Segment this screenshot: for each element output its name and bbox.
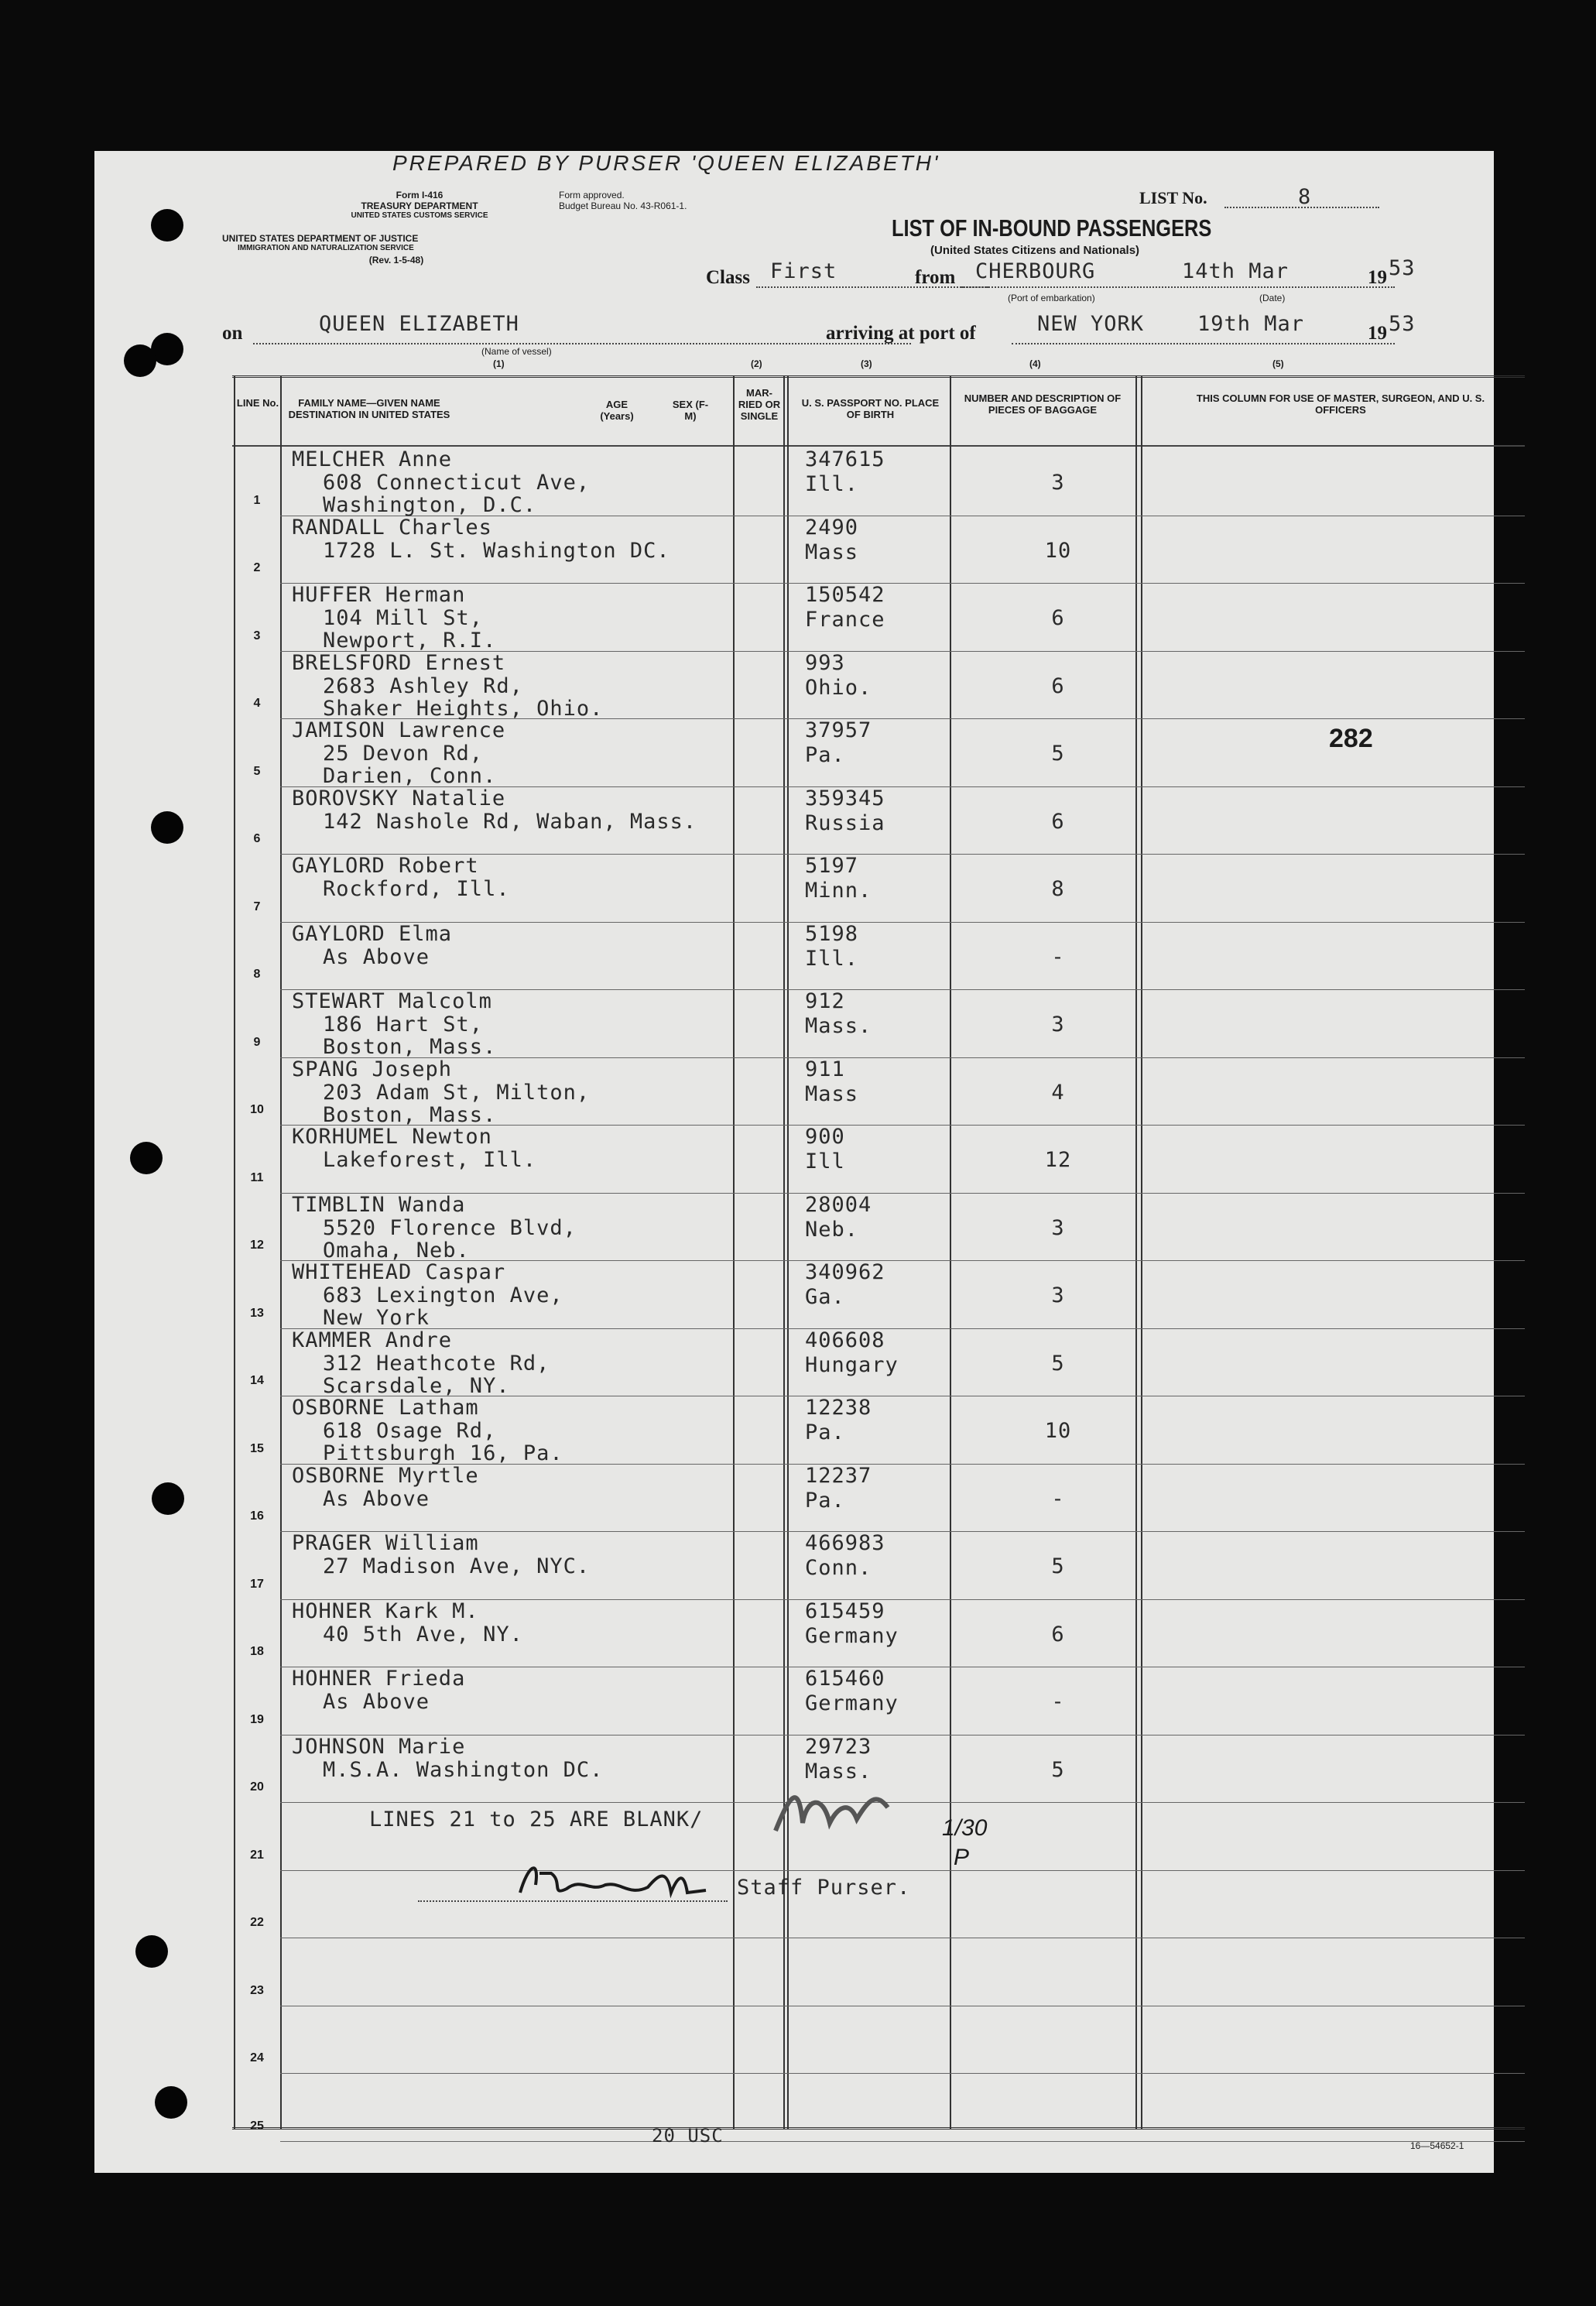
- line-number: 5: [253, 764, 261, 778]
- destination-line: 104 Mill St,: [323, 606, 484, 630]
- passport-number: 5198: [805, 921, 859, 946]
- line-number: 13: [250, 1306, 264, 1320]
- baggage-count: 3: [1051, 1013, 1065, 1037]
- vessel-caption: (Name of vessel): [481, 346, 552, 357]
- doj: UNITED STATES DEPARTMENT OF JUSTICE: [222, 233, 419, 244]
- passenger-name: PRAGER William: [292, 1531, 479, 1555]
- passenger-name: WHITEHEAD Caspar: [292, 1260, 506, 1284]
- initials-sub: P: [954, 1845, 970, 1870]
- place-of-birth: Hungary: [805, 1352, 899, 1377]
- line-number: 7: [253, 899, 261, 913]
- passenger-name: GAYLORD Elma: [292, 921, 453, 946]
- col-header-baggage: NUMBER AND DESCRIPTION OF PIECES OF BAGGAGE: [964, 392, 1122, 416]
- baggage-count: -: [1051, 1486, 1065, 1511]
- purser-signature: [505, 1850, 745, 1912]
- passenger-name: KAMMER Andre: [292, 1328, 453, 1352]
- row-rule: [280, 1328, 1525, 1329]
- row-rule: [280, 922, 1525, 923]
- col-header-married: MAR-RIED OR SINGLE: [738, 387, 781, 422]
- list-no-value: 8: [1298, 185, 1312, 209]
- destination-line: As Above: [323, 1690, 430, 1714]
- passenger-name: SPANG Joseph: [292, 1057, 453, 1081]
- passport-number: 2490: [805, 515, 859, 540]
- year-prefix-2: 19: [1368, 323, 1387, 344]
- punch-hole: [135, 1935, 168, 1968]
- manifest-sheet: [94, 151, 1494, 2173]
- line-number: 10: [250, 1103, 264, 1116]
- row-rule: [280, 583, 1525, 584]
- punch-hole: [124, 344, 156, 377]
- destination-line: Rockford, Ill.: [323, 877, 510, 901]
- passenger-name: HOHNER Kark M.: [292, 1598, 479, 1623]
- line-number: 17: [250, 1577, 264, 1591]
- col-header-officers: THIS COLUMN FOR USE OF MASTER, SURGEON, AND U. S. OFFICERS: [1196, 392, 1485, 416]
- destination-line: Washington, D.C.: [323, 493, 537, 517]
- col-header-sex: SEX (F-M): [672, 399, 709, 422]
- line-number: 22: [250, 1916, 264, 1929]
- form-approved: Form approved.: [559, 190, 625, 200]
- baggage-count: 12: [1044, 1148, 1072, 1172]
- vessel-name: QUEEN ELIZABETH: [319, 312, 519, 336]
- line-number: 3: [253, 629, 261, 642]
- officer-mark: 282: [1329, 724, 1373, 753]
- passenger-name: GAYLORD Robert: [292, 854, 479, 878]
- passenger-name: OSBORNE Latham: [292, 1396, 479, 1420]
- destination-line: 142 Nashole Rd, Waban, Mass.: [323, 809, 697, 834]
- col-header-age: AGE (Years): [600, 399, 634, 422]
- passenger-name: OSBORNE Myrtle: [292, 1463, 479, 1488]
- col-number-1: (1): [493, 358, 505, 369]
- ins: IMMIGRATION AND NATURALIZATION SERVICE: [238, 244, 414, 252]
- arrival-line: [1012, 343, 1395, 344]
- line-number: 4: [253, 697, 261, 710]
- blank-lines-note: LINES 21 to 25 ARE BLANK/: [369, 1807, 704, 1831]
- punch-hole: [151, 209, 183, 242]
- col-border-line: [280, 375, 282, 2129]
- passport-number: 466983: [805, 1531, 885, 1555]
- destination-line: Lakeforest, Ill.: [323, 1148, 537, 1172]
- place-of-birth: Mass.: [805, 1759, 872, 1783]
- place-of-birth: Ohio.: [805, 675, 872, 700]
- customs-service: UNITED STATES CUSTOMS SERVICE: [351, 211, 488, 220]
- baggage-count: 6: [1051, 606, 1065, 630]
- baggage-count: 5: [1051, 1351, 1065, 1376]
- port-of-embarkation: CHERBOURG: [975, 259, 1096, 283]
- handwritten-header-note: PREPARED BY PURSER 'QUEEN ELIZABETH': [392, 151, 940, 175]
- place-of-birth: Mass: [805, 540, 859, 564]
- line-number: 2: [253, 561, 261, 574]
- baggage-count: 4: [1051, 1080, 1065, 1105]
- destination-line: As Above: [323, 944, 430, 969]
- passport-number: 28004: [805, 1192, 872, 1217]
- passenger-name: HOHNER Frieda: [292, 1667, 466, 1691]
- baggage-count: 5: [1051, 742, 1065, 766]
- place-of-birth: Germany: [805, 1623, 899, 1648]
- port-embark-caption: (Port of embarkation): [1008, 293, 1095, 303]
- line-number: 14: [250, 1374, 264, 1387]
- baggage-count: 5: [1051, 1554, 1065, 1578]
- class-value: First: [770, 259, 837, 283]
- table-top-rule: [232, 375, 1525, 378]
- form-title: LIST OF IN-BOUND PASSENGERS: [892, 214, 1212, 242]
- baggage-count: -: [1051, 944, 1065, 969]
- line-number: 12: [250, 1239, 264, 1252]
- place-of-birth: Minn.: [805, 879, 872, 903]
- footer-right: 16—54652-1: [1410, 2140, 1464, 2151]
- budget-bureau: Budget Bureau No. 43-R061-1.: [559, 200, 687, 211]
- row-rule: [280, 2073, 1525, 2074]
- destination-line: 40 5th Ave, NY.: [323, 1622, 523, 1646]
- passenger-name: JOHNSON Marie: [292, 1734, 466, 1759]
- footer-left: 20 USC: [652, 2125, 724, 2147]
- line-number: 16: [250, 1509, 264, 1523]
- passport-number: 912: [805, 989, 845, 1013]
- form-subtitle: (United States Citizens and Nationals): [930, 244, 1140, 257]
- passport-number: 900: [805, 1125, 845, 1149]
- passenger-name: JAMISON Lawrence: [292, 718, 506, 742]
- col-border-passport: [950, 375, 951, 2129]
- passport-number: 359345: [805, 786, 885, 810]
- passport-number: 615459: [805, 1598, 885, 1623]
- place-of-birth: Pa.: [805, 1420, 845, 1444]
- line-number: 20: [250, 1780, 264, 1794]
- destination-line: M.S.A. Washington DC.: [323, 1757, 604, 1782]
- destination-line: 1728 L. St. Washington DC.: [323, 538, 670, 563]
- destination-line: 608 Connecticut Ave,: [323, 471, 591, 495]
- punch-hole: [130, 1142, 163, 1174]
- vessel-line: [253, 343, 911, 344]
- line-number: 18: [250, 1645, 264, 1658]
- destination-line: 312 Heathcote Rd,: [323, 1351, 550, 1376]
- passenger-name: BOROVSKY Natalie: [292, 786, 506, 810]
- col-border-baggage-2: [1141, 375, 1142, 2129]
- place-of-birth: Conn.: [805, 1556, 872, 1580]
- place-of-birth: Mass: [805, 1081, 859, 1106]
- destination-line: New York: [323, 1306, 430, 1330]
- destination-line: 203 Adam St, Milton,: [323, 1080, 591, 1105]
- passport-number: 911: [805, 1057, 845, 1081]
- line-number: 15: [250, 1441, 264, 1455]
- destination-line: Pittsburgh 16, Pa.: [323, 1441, 563, 1465]
- passport-number: 406608: [805, 1328, 885, 1352]
- line-number: 9: [253, 1035, 261, 1049]
- treasury-dept: TREASURY DEPARTMENT: [361, 200, 478, 211]
- col-header-line-no: LINE No.: [236, 397, 279, 409]
- place-of-birth: Germany: [805, 1691, 899, 1715]
- passport-number: 347615: [805, 447, 885, 471]
- baggage-count: 5: [1051, 1757, 1065, 1782]
- place-of-birth: Ill.: [805, 946, 859, 971]
- date-caption: (Date): [1259, 293, 1286, 303]
- year-prefix-1: 19: [1368, 267, 1387, 288]
- destination-line: Scarsdale, NY.: [323, 1373, 510, 1398]
- on-label: on: [222, 323, 243, 344]
- line-number: 8: [253, 968, 261, 981]
- destination-line: Shaker Heights, Ohio.: [323, 696, 604, 721]
- place-of-birth: Ill: [805, 1150, 845, 1174]
- baggage-count: 10: [1044, 1419, 1072, 1443]
- passport-number: 12238: [805, 1396, 872, 1420]
- col-border-left: [234, 375, 235, 2129]
- baggage-count: 8: [1051, 877, 1065, 901]
- row-rule: [280, 2141, 1525, 2142]
- passport-number: 12237: [805, 1463, 872, 1488]
- passport-number: 340962: [805, 1260, 885, 1284]
- from-line: [961, 286, 1395, 288]
- destination-line: Boston, Mass.: [323, 1035, 497, 1059]
- col-header-passport: U. S. PASSPORT NO. PLACE OF BIRTH: [801, 397, 940, 420]
- form-id: Form I-416: [396, 190, 444, 200]
- destination-line: Boston, Mass.: [323, 1102, 497, 1127]
- line-number: 1: [253, 493, 261, 507]
- passport-number: 37957: [805, 718, 872, 742]
- col-border-baggage: [1135, 375, 1137, 2129]
- inspector-signature: [760, 1777, 907, 1862]
- col-number-4: (4): [1029, 358, 1041, 369]
- passenger-name: TIMBLIN Wanda: [292, 1192, 466, 1217]
- place-of-birth: Pa.: [805, 743, 845, 767]
- passport-number: 615460: [805, 1667, 885, 1691]
- destination-line: 186 Hart St,: [323, 1013, 484, 1037]
- embarkation-date: 14th Mar: [1182, 259, 1289, 283]
- place-of-birth: Mass.: [805, 1014, 872, 1038]
- baggage-count: 3: [1051, 1215, 1065, 1240]
- staff-purser-label: Staff Purser.: [737, 1876, 911, 1900]
- class-label: Class: [706, 267, 750, 288]
- punch-hole: [152, 1482, 184, 1515]
- place-of-birth: Pa.: [805, 1488, 845, 1513]
- baggage-count: 6: [1051, 809, 1065, 834]
- row-rule: [280, 1193, 1525, 1194]
- destination-line: Darien, Conn.: [323, 764, 497, 788]
- destination-line: 2683 Ashley Rd,: [323, 673, 523, 698]
- punch-hole: [151, 811, 183, 844]
- arriving-label: arriving at port of: [826, 323, 976, 344]
- destination-line: Newport, R.I.: [323, 629, 497, 653]
- line-number: 11: [250, 1170, 264, 1184]
- baggage-count: -: [1051, 1690, 1065, 1714]
- arrival-port: NEW YORK: [1037, 312, 1145, 336]
- col-number-2: (2): [751, 358, 762, 369]
- line-number: 23: [250, 1983, 264, 1997]
- baggage-count: 3: [1051, 471, 1065, 495]
- passenger-name: KORHUMEL Newton: [292, 1125, 492, 1149]
- place-of-birth: Ga.: [805, 1285, 845, 1309]
- list-no-label: LIST No.: [1139, 188, 1207, 207]
- col-border-married: [783, 375, 785, 2129]
- initials-mark: 1/30: [942, 1815, 988, 1841]
- line-number: 25: [250, 2119, 264, 2133]
- place-of-birth: Russia: [805, 810, 885, 835]
- passport-number: 29723: [805, 1734, 872, 1759]
- table-header-rule: [232, 445, 1525, 447]
- baggage-count: 10: [1044, 538, 1072, 563]
- from-label: from: [915, 267, 956, 288]
- baggage-count: 3: [1051, 1283, 1065, 1307]
- place-of-birth: France: [805, 608, 885, 632]
- destination-line: Omaha, Neb.: [323, 1238, 470, 1263]
- passport-number: 5197: [805, 854, 859, 878]
- line-number: 24: [250, 2051, 264, 2064]
- passport-number: 150542: [805, 583, 885, 607]
- destination-line: 5520 Florence Blvd,: [323, 1215, 577, 1240]
- punch-hole: [155, 2086, 187, 2119]
- passport-number: 993: [805, 650, 845, 675]
- place-of-birth: Neb.: [805, 1217, 859, 1242]
- row-rule: [280, 1870, 1525, 1871]
- destination-line: As Above: [323, 1486, 430, 1511]
- passenger-name: MELCHER Anne: [292, 447, 453, 471]
- destination-line: 25 Devon Rd,: [323, 742, 484, 766]
- col-number-3: (3): [861, 358, 872, 369]
- destination-line: 683 Lexington Ave,: [323, 1283, 563, 1307]
- table-bottom-rule: [232, 2127, 1525, 2130]
- col-number-5: (5): [1272, 358, 1284, 369]
- line-number: 19: [250, 1712, 264, 1726]
- embarkation-year: 53: [1389, 256, 1416, 280]
- passenger-name: HUFFER Herman: [292, 583, 466, 607]
- col-border-married-2: [787, 375, 789, 2129]
- passenger-name: RANDALL Charles: [292, 515, 492, 540]
- line-number: 21: [250, 1848, 264, 1862]
- destination-line: 618 Osage Rd,: [323, 1419, 497, 1443]
- destination-line: 27 Madison Ave, NYC.: [323, 1554, 591, 1578]
- place-of-birth: Ill.: [805, 472, 859, 496]
- col-header-name: FAMILY NAME—GIVEN NAME DESTINATION IN UNITED STATES: [288, 397, 450, 420]
- arrival-year: 53: [1389, 312, 1416, 336]
- passenger-name: BRELSFORD Ernest: [292, 650, 506, 675]
- revision: (Rev. 1-5-48): [368, 255, 424, 266]
- arrival-date: 19th Mar: [1197, 312, 1305, 336]
- line-number: 6: [253, 832, 261, 845]
- passenger-name: STEWART Malcolm: [292, 989, 492, 1013]
- baggage-count: 6: [1051, 1622, 1065, 1646]
- baggage-count: 6: [1051, 673, 1065, 698]
